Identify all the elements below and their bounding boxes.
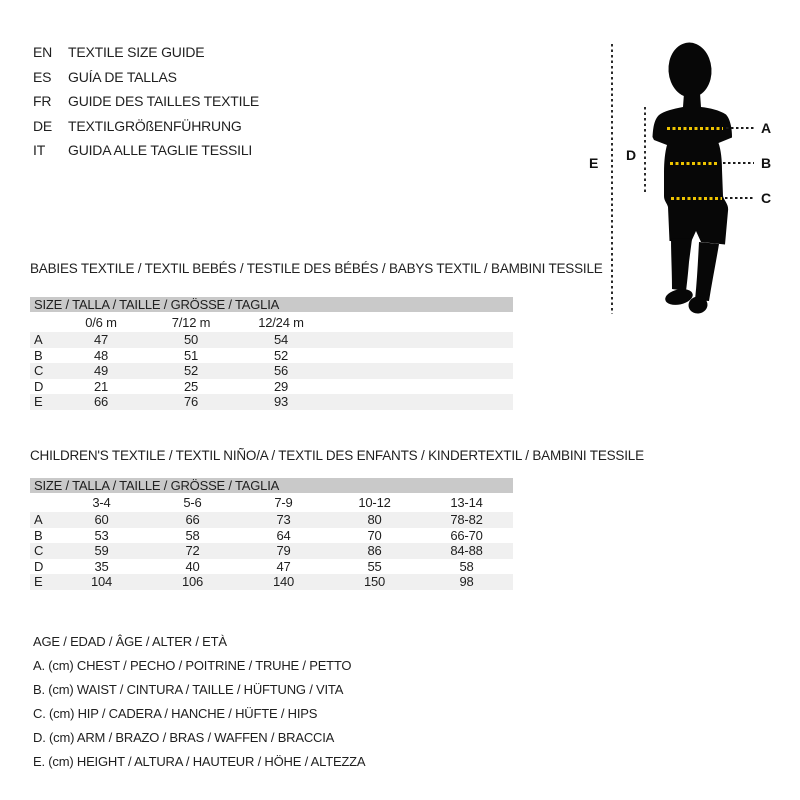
cell: 48: [93, 347, 109, 363]
hip-measure-label: C: [761, 190, 771, 206]
cell: 49: [93, 363, 109, 378]
table-row: [30, 332, 513, 348]
legend-height-line: E. (cm) HEIGHT / ALTURA / HAUTEUR / HÖHE / ALTEZZA: [33, 753, 366, 769]
row-label: A: [34, 332, 43, 347]
cell: 140: [272, 574, 295, 589]
height-measure-line: [611, 44, 613, 314]
row-label: E: [34, 394, 43, 409]
row-label: E: [34, 574, 43, 589]
table-row: [30, 543, 513, 559]
row-label: D: [34, 378, 44, 394]
babies-column-headers: [30, 312, 513, 332]
cell: 21: [93, 378, 109, 394]
chest-measure-label: A: [761, 120, 771, 136]
cell: 58: [459, 558, 474, 574]
chest-leader-dash: [726, 127, 755, 129]
cell: 64: [276, 527, 291, 543]
table-row: [30, 512, 513, 528]
title-text: TEXTILGRÖßENFÜHRUNG: [68, 117, 242, 134]
cell: 25: [183, 378, 199, 394]
cell: 76: [183, 394, 199, 409]
waist-leader-dash: [723, 162, 754, 164]
legend-waist-line: B. (cm) WAIST / CINTURA / TAILLE / HÜFTUNG / VITA: [33, 681, 344, 697]
column-header: 12/24 m: [258, 314, 304, 330]
cell: 51: [183, 347, 199, 363]
measurement-legend: [33, 630, 365, 773]
row-label: C: [34, 363, 44, 378]
waist-measure-dash: [670, 162, 718, 165]
column-header: 5-6: [183, 495, 202, 510]
waist-measure-label: B: [761, 155, 771, 171]
cell: 150: [363, 574, 386, 589]
lang-code: FR: [33, 93, 52, 109]
cell: 58: [185, 527, 200, 543]
arm-measure-label: D: [626, 147, 636, 163]
legend-chest-line: A. (cm) CHEST / PECHO / POITRINE / TRUHE / PETTO: [33, 657, 352, 673]
cell: 52: [183, 363, 199, 378]
hip-measure-dash: [671, 197, 722, 200]
column-header: 0/6 m: [85, 314, 117, 330]
legend-hip-line: C. (cm) HIP / CADERA / HANCHE / HÜFTE / HIPS: [33, 705, 318, 721]
row-label: D: [34, 558, 44, 574]
lang-code: ES: [33, 68, 52, 85]
cell: 86: [367, 543, 382, 558]
table-row: [30, 574, 513, 590]
table-row: [30, 379, 513, 395]
lang-code: DE: [33, 117, 53, 134]
chest-measure-dash: [667, 127, 723, 130]
cell: 106: [181, 574, 204, 589]
row-label: A: [34, 512, 43, 527]
column-header: 7/12 m: [171, 314, 211, 330]
cell: 93: [273, 394, 289, 409]
table-row: [30, 528, 513, 544]
size-header-band: SIZE / TALLA / TAILLE / GRÖSSE / TAGLIA: [30, 478, 513, 493]
legend-arm-line: D. (cm) ARM / BRAZO / BRAS / WAFFEN / BRACCIA: [33, 729, 335, 745]
child-silhouette: [645, 40, 769, 320]
table-row: [30, 348, 513, 364]
cell: 29: [273, 378, 289, 394]
cell: 78-82: [450, 512, 483, 527]
table-row: [30, 363, 513, 379]
lang-code: IT: [33, 142, 46, 158]
table-row: [30, 559, 513, 575]
legend-age-line: AGE / EDAD / ÂGE / ALTER / ETÀ: [33, 634, 227, 649]
cell: 50: [183, 332, 199, 347]
cell: 72: [185, 543, 200, 558]
children-section-title: CHILDREN'S TEXTILE / TEXTIL NIÑO/A / TEXTIL DES ENFANTS / KINDERTEXTIL / BAMBINI TESSILE: [30, 448, 644, 463]
table-row: [30, 394, 513, 410]
cell: 40: [185, 558, 200, 574]
cell: 79: [276, 543, 291, 558]
cell: 66: [185, 512, 200, 527]
cell: 98: [459, 574, 474, 589]
cell: 35: [94, 558, 109, 574]
cell: 53: [94, 527, 109, 543]
cell: 84-88: [450, 543, 483, 558]
height-measure-label: E: [589, 155, 599, 171]
cell: 73: [276, 512, 291, 527]
cell: 59: [94, 543, 109, 558]
column-header: 13-14: [450, 495, 483, 510]
cell: 66-70: [450, 527, 483, 543]
title-text: GUÍA DE TALLAS: [68, 68, 177, 85]
children-column-headers: [30, 493, 513, 512]
title-text: GUIDE DES TAILLES TEXTILE: [68, 93, 260, 109]
title-text: GUIDA ALLE TAGLIE TESSILI: [68, 142, 253, 158]
measurement-figure: [0, 0, 800, 340]
cell: 66: [93, 394, 109, 409]
lang-code: EN: [33, 44, 53, 60]
children-size-table: [30, 478, 513, 590]
cell: 104: [90, 574, 113, 589]
cell: 55: [367, 558, 382, 574]
cell: 60: [94, 512, 109, 527]
cell: 56: [273, 363, 289, 378]
row-label: B: [34, 527, 43, 543]
cell: 47: [93, 332, 109, 347]
cell: 70: [367, 527, 382, 543]
cell: 47: [276, 558, 291, 574]
column-header: 7-9: [274, 495, 293, 510]
cell: 54: [273, 332, 289, 347]
babies-section-title: BABIES TEXTILE / TEXTIL BEBÉS / TESTILE DES BÉBÉS / BABYS TEXTIL / BAMBINI TESSILE: [30, 261, 603, 276]
column-header: 3-4: [92, 495, 111, 510]
cell: 52: [273, 347, 289, 363]
row-label: C: [34, 543, 44, 558]
babies-size-table: [30, 297, 513, 410]
cell: 80: [367, 512, 382, 527]
size-header-band: SIZE / TALLA / TAILLE / GRÖSSE / TAGLIA: [30, 297, 513, 312]
title-text: TEXTILE SIZE GUIDE: [68, 44, 205, 60]
row-label: B: [34, 347, 43, 363]
column-header: 10-12: [358, 495, 391, 510]
hip-leader-dash: [725, 197, 755, 199]
